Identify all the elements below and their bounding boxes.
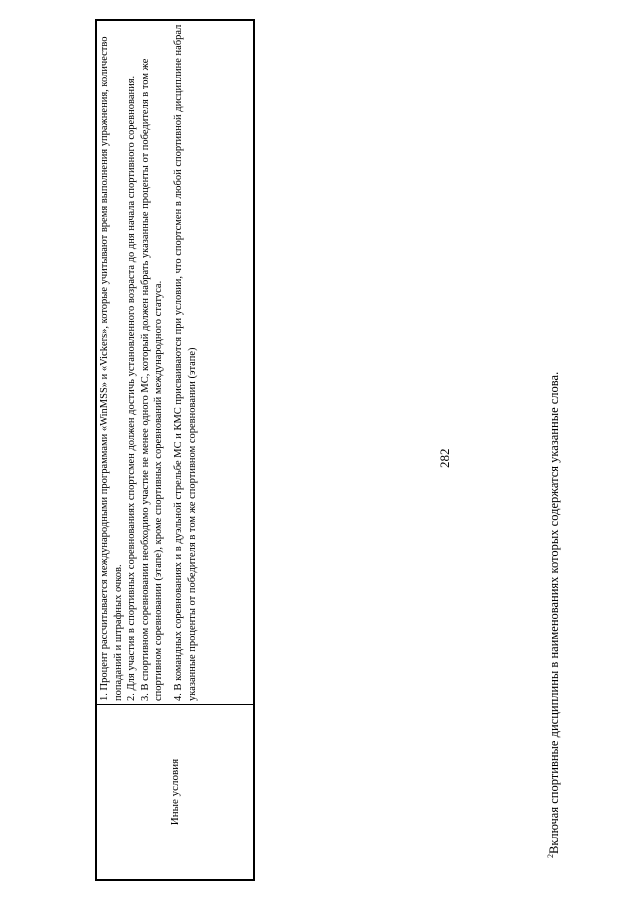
table-content-cell bbox=[97, 21, 253, 704]
conditions-table bbox=[95, 19, 255, 881]
footnote-text: Включая спортивные дисциплины в наименованиях которых содержатся указанные слова. bbox=[547, 371, 561, 854]
condition-item-4: 4. В командных соревнованиях и в дуэльной стрельбе МС и КМС присваиваются при условии, что спортсмен в любой спортивной дисциплине набрал указанные проценты от победителя в том же спортивном соревновании (этапе) bbox=[172, 24, 198, 701]
condition-item-1: 1. Процент рассчитывается международными программами «WinMSS» и «Vickers», которые учитывают время выполнения упражнения, количество попаданий и штрафных очков. bbox=[99, 36, 124, 701]
condition-item-2: 2. Для участия в спортивных соревнованиях спортсмен должен достичь установленного возраста до дня начала спортивного соревнования. bbox=[126, 75, 138, 701]
condition-item-3: 3. В спортивном соревновании необходимо участие не менее одного МС, который должен набрать указанные проценты от победителя в том же спортивном соревновании (этапе), кроме спортивных соревнований международного статуса. bbox=[139, 58, 165, 701]
footnote-marker: 2 bbox=[545, 854, 555, 858]
table-label-cell bbox=[97, 704, 253, 879]
footnote bbox=[547, 372, 562, 858]
table-label: Иные условия bbox=[169, 758, 181, 826]
page-number: 282 bbox=[437, 448, 452, 468]
